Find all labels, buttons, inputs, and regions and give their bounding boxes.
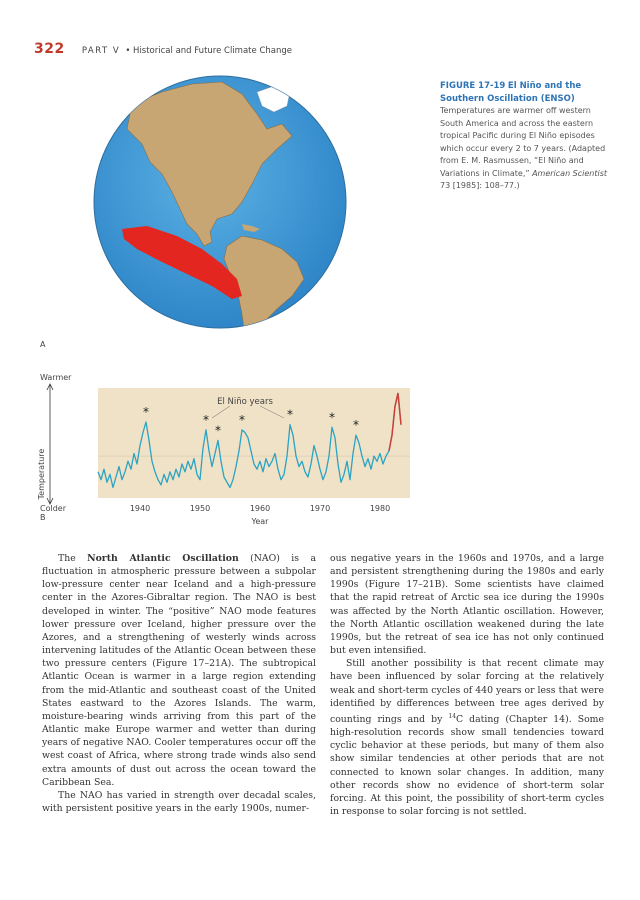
el-nino-annotation: El Niño years <box>217 397 273 407</box>
el-nino-asterisk: * <box>203 412 209 427</box>
enso-chart <box>30 370 420 534</box>
panel-a-label: A <box>40 340 46 349</box>
caption-citation: 73 [1985]: 108–77.) <box>440 181 520 190</box>
paragraph-nao-continued: ous negative years in the 1960s and 1970s, and a large and persistent strengthening during the 1980s and early 1990s (Figure 17–21B). Some scientists have claimed that the rapid retreat of Arctic sea ice during the 1990s was affected by the North Atlantic oscillation. However, the North Atlantic oscillation weakened during the late 1990s, but the retreat of sea ice has not only continued but even intensified. <box>330 553 604 657</box>
figure-label: FIGURE 17-19 <box>440 81 506 91</box>
el-nino-asterisk: * <box>287 407 293 422</box>
paragraph-solar-forcing: Still another possibility is that recent climate may have been influenced by solar forcing at the relatively weak and short-term cycles of 440 years or less that were identified by differences between tree ages derived by counting rings and by $^{14}$C dating (Chapter 14). Some high-resolution records show small tendencies toward cyclic behavior at these periods, but many of them also show similar tendencies at other periods that are not connected to known solar changes. In addition, many other records show no evidence of short-term solar forcing. At this point, the possibility of short-term cycles in response to solar forcing is not settled. <box>330 658 604 818</box>
x-tick-label: 1960 <box>249 504 271 513</box>
panel-b-label: B <box>40 513 46 522</box>
warmer-label: Warmer <box>40 373 72 382</box>
x-axis-label: Year <box>251 517 269 526</box>
x-tick-label: 1950 <box>189 504 211 513</box>
term-nao: North Atlantic Oscillation <box>87 553 239 564</box>
el-nino-asterisk: * <box>143 405 149 420</box>
figure-title: El Niño and the Southern Oscillation (ENSO) <box>440 81 582 104</box>
page-number: 322 <box>34 41 65 57</box>
el-nino-asterisk: * <box>329 410 335 425</box>
el-nino-asterisk: * <box>353 418 359 433</box>
el-nino-asterisk: * <box>215 423 221 438</box>
y-axis-label: Temperature <box>37 448 46 500</box>
part-label: PART V <box>81 46 121 56</box>
part-title: Historical and Future Climate Change <box>133 46 292 56</box>
paragraph-nao-variation: The NAO has varied in strength over decadal scales, with persistent positive years in the early 1900s, numer- <box>42 789 316 814</box>
isotope-superscript: 14 <box>448 712 457 720</box>
text-column-right <box>330 552 604 818</box>
x-tick-label: 1940 <box>129 504 151 513</box>
colder-label: Colder <box>40 504 66 513</box>
running-header <box>34 38 292 57</box>
paragraph-nao-intro: The North Atlantic Oscillation (NAO) is a fluctuation in atmospheric pressure between a subpolar low-pressure center near Iceland and a high-pressure center in the Azores-Gibraltar region. The NAO is best developed in winter. The “positive” NAO mode features lower pressure over Iceland, higher pressure over the Azores, and a strengthening of westerly winds across intervening latitudes of the Atlantic Ocean between these two pressure centers (Figure 17–21A). The subtropical Atlantic Ocean is warmer in a large region extending from the mid-Atlantic and southeast coast of the United States eastward to the Azores Islands. The warm, moisture-bearing winds arriving from this part of the Atlantic make Europe warmer and wetter than during years of negative NAO. Cooler temperatures occur off the west coast of Africa, where strong trade winds also send extra amounts of dust out across the ocean toward the Caribbean Sea. <box>42 553 316 788</box>
figure-caption <box>440 80 610 193</box>
x-tick-label: 1980 <box>369 504 391 513</box>
bullet: • <box>125 46 134 56</box>
caption-text: Temperatures are warmer off western South America and across the eastern tropical Pacific during El Niño episodes which occur every 2 to 7 years. (Adapted from E. M. Rasmussen, “El Niño and Variations in Climate,” <box>440 106 606 178</box>
globe-map <box>92 74 348 334</box>
x-tick-label: 1970 <box>309 504 331 513</box>
el-nino-asterisk: * <box>239 412 245 427</box>
text-column-left <box>42 552 316 815</box>
caption-journal: American Scientist <box>532 168 608 178</box>
